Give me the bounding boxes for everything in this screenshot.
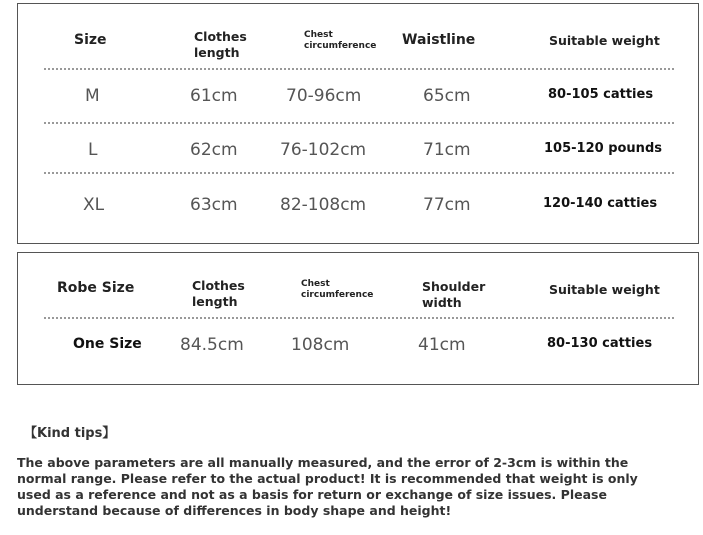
row-xl-length: 63cm	[190, 195, 238, 215]
header-robe-chest-line1: Chest	[301, 279, 330, 289]
header-chest-circumference	[304, 30, 376, 52]
row-m-chest: 70-96cm	[286, 86, 362, 106]
header-size: Size	[74, 32, 107, 48]
row-one-size-size: One Size	[73, 336, 142, 352]
row-l-size: L	[88, 140, 98, 160]
row-one-size-chest: 108cm	[291, 335, 350, 355]
row-l-chest: 76-102cm	[280, 140, 367, 160]
row-divider	[44, 172, 674, 174]
header-chest-line2: circumference	[304, 41, 377, 51]
row-m-waist: 65cm	[423, 86, 471, 106]
header-shoulder-line2: width	[422, 295, 462, 310]
header-clothes-length	[194, 29, 247, 61]
row-m-size: M	[85, 86, 100, 106]
row-m-length: 61cm	[190, 86, 238, 106]
row-one-size-weight: 80-130 catties	[547, 336, 653, 351]
header-shoulder-width	[422, 279, 485, 311]
row-l-waist: 71cm	[423, 140, 471, 160]
header-shoulder-line1: Shoulder	[422, 279, 486, 294]
header-robe-length-line1: Clothes	[192, 278, 245, 293]
header-chest-line1: Chest	[304, 30, 333, 40]
row-l-length: 62cm	[190, 140, 238, 160]
header-suitable-weight: Suitable weight	[549, 33, 660, 48]
row-xl-size: XL	[83, 195, 105, 215]
header-robe-suitable-weight: Suitable weight	[549, 282, 660, 297]
row-divider	[44, 68, 674, 70]
header-clothes-length-line2: length	[194, 45, 240, 60]
header-robe-chest-line2: circumference	[301, 290, 374, 300]
row-xl-chest: 82-108cm	[280, 195, 367, 215]
row-m-weight: 80-105 catties	[548, 87, 654, 102]
header-robe-length-line2: length	[192, 294, 238, 309]
row-xl-waist: 77cm	[423, 195, 471, 215]
header-clothes-length-line1: Clothes	[194, 29, 247, 44]
row-one-size-shoulder: 41cm	[418, 335, 466, 355]
header-waistline: Waistline	[402, 32, 476, 48]
row-one-size-length: 84.5cm	[180, 335, 244, 355]
kind-tips-text: The above parameters are all manually measured, and the error of 2-3cm is within the normal range. Please refer to the actual product! It is recommended that weight is only used as a reference and not as a basis for return or exchange of size issues. Please understand because of differences in body shape and height!	[17, 455, 638, 518]
kind-tips-title: 【Kind tips】	[24, 426, 116, 441]
header-robe-chest	[301, 279, 373, 301]
row-divider	[44, 122, 674, 124]
header-robe-size: Robe Size	[57, 280, 135, 296]
row-l-weight: 105-120 pounds	[544, 141, 662, 156]
row-xl-weight: 120-140 catties	[543, 196, 658, 211]
row-divider	[44, 317, 674, 319]
header-robe-clothes-length	[192, 278, 245, 310]
